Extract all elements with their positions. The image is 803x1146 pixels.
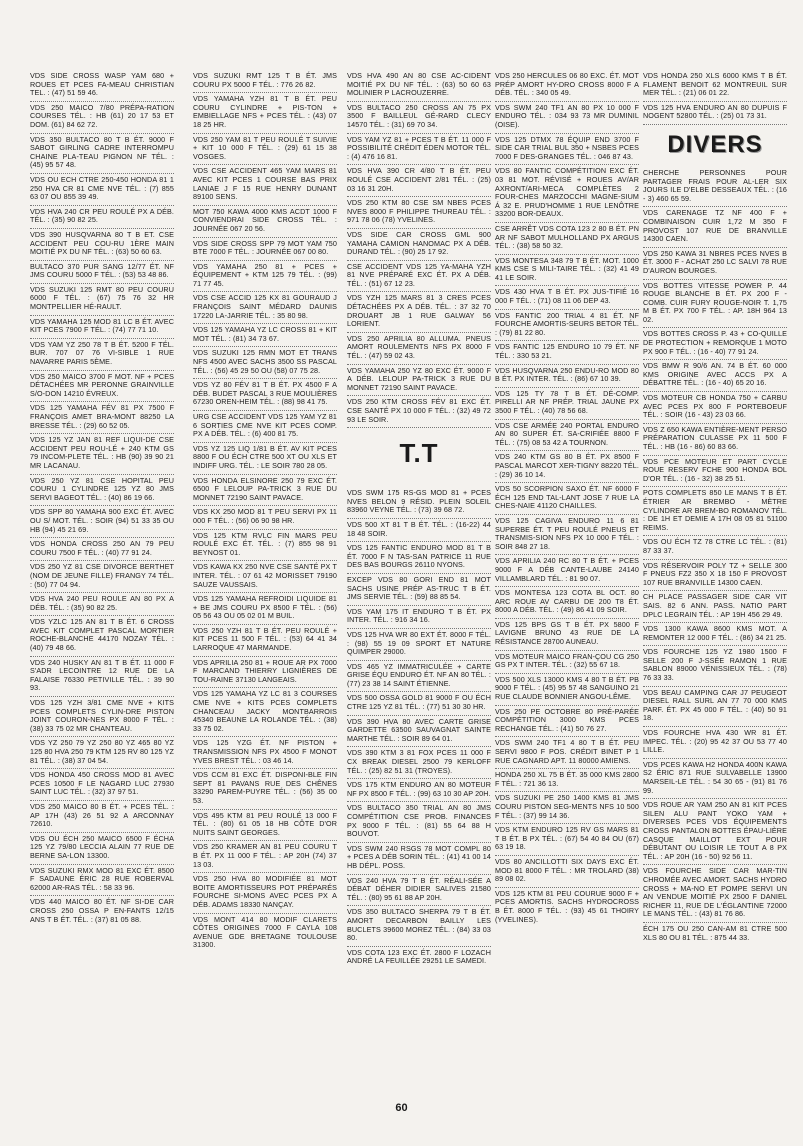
classified-ad: VDS HUSQVARNA 250 ENDU-RO MOD 80 B ÉT. PX INTER. TÉL. : (86) 67 10 39. (495, 365, 639, 388)
classified-ad: VDS 125 CAGIVA ENDURO 11 6 81 SUPERBE ÉT. T PEU ROULÉ PNEUS ET TRANSMIS-SION NFS PX 10 000 F TÉL. : SOIR 848 27 18. (495, 515, 639, 555)
classified-ad: VDS 175 KTM ENDURO AN 80 MOTEUR NF PX 8500 F TÉL. : (99) 63 10 30 AP 20H. (347, 779, 491, 802)
classified-ad: VDS 250 HERCULES 06 80 EXC. ÉT. MOT PRÉP AMORT HY-DRO CROSS 8000 F A DÉB. TÉL. : 340 05 49. (495, 70, 639, 102)
classified-ad: POTS COMPLETS 850 LE MANS T B ÉT. ÉTRIER AR BREMBO - MÈTRE CYLINDRE AR BREM-BO ROMANOV TÉL. : DE 1H ET DEMIE A 17H 08 05 81 51100 REIMS. (643, 487, 787, 536)
classified-ad: VDS SIDE CROSS SPP 79 MOT YAM 750 BTE 7000 F TÉL. : JOURNÉE 067 00 80. (193, 238, 337, 261)
classified-ad: VDS YAMAHA 250 81 + PCES + ÉQUIPEMENT + KTM 125 79 TÉL. : (99) 71 77 45. (193, 261, 337, 293)
classified-ad: VDS PCE MOTEUR ET PART CYCLE ROUE RESERV FCHE 900 HONDA BOL D'OR TÉL. : (16 - 32) 38 25 51. (643, 456, 787, 488)
classified-ad: VDS MONTESA 123 COTA BL OCT. 80 ARC ROUE AV CARBU DE 200 T8 ÉT. 8000 A DÉB. TÉL. : (49) 86 41 09 SOIR. (495, 587, 639, 619)
classified-ad: VDS YAMAHA 125 MOD 81 LC B ÉT. AVEC KIT PCES 7900 F TÉL. : (74) 77 71 10. (30, 316, 174, 339)
classified-ad: VDS BULTACO 250 CROSS AN 75 PX 3500 F BAILLEUL GÉ-RARD CLECY 14570 TÉL. : (31) 69 70 34. (347, 102, 491, 134)
classified-ad: VDS 125 DTMX 78 ÉQUIP END 3700 F SIDE CAR TRIAL BUL 350 + NSBES PCES 7000 F DES-GRANGES TÉL. : 046 87 43. (495, 134, 639, 166)
classified-ad: VDS 125 YZH 3/81 CME NVE + KITS PCES COMPLETS CYLIN-DRE PISTON JOINT COURON-NES PX 8000 F TÉL. : (38) 33 75 02 MR CHANTEAU. (30, 697, 174, 737)
classified-ad: VDS SUZUKI RMT 125 T B ÉT. JMS COURU PX 5000 F TÉL. : 776 26 82. (193, 70, 337, 93)
classified-ad: VDS 250 HVA 80 MODIFIÉE 81 MOT BOITE AMORTISSEURS POT PRÉPARÉS FOURCHE SI-MONS AVEC PCES PX A DÉB. ADAMS 18330 NANÇAY. (193, 873, 337, 913)
classified-ad: VDS KX 250 MOD 81 T PEU SERVI PX 11 000 F TÉL. : (56) 06 90 98 HR. (193, 506, 337, 529)
classified-ad: VDS SUZUKI 125 RMN MOT ET TRANS NFS 4500 AVEC SACHS 3500 SS PASCAL TÉL. : (56) 45 29 50 OU (58) 07 75 28. (193, 347, 337, 379)
classified-ad: VDS 500 XLS 13000 KMS 4 80 T B ÉT. PB 9000 F TÉL. : (45) 95 57 48 SANGUINO 21 RUE CLAUDE BONNIER ANGOU-LÊME. (495, 674, 639, 706)
classified-ad: VDS KAWA KX 250 NVE CSE SANTÉ PX T INTER. TÉL. : 07 61 42 MORISSET 79190 SAUZE VAUSSAIS. (193, 561, 337, 593)
classified-ad: URG CSE ACCIDENT VDS 125 YAM YZ 81 6 SORTIES CME NVE KIT PCES COMP. PX A DÉB. TÉL. : (6) 400 81 75. (193, 411, 337, 443)
classified-ad: VDS OU ÉCH 250 MAICO 6500 F ÉCHA 125 YZ 79/80 LECCIA ALAIN 77 RUE DE BERNE SA-LON 13300. (30, 833, 174, 865)
classified-ad: VDS 250 MAICO 3700 F MOT. NF + PCES DÉTACHÉES MR PERONNE GRAINVILLE S/O-DON 14210 ÉVREUX. (30, 371, 174, 403)
classified-ad: VDS SWM 240 TF1 AN 80 PX 10 000 F ENDURO TÉL. : 034 93 73 MR DUMINIL (OISE). (495, 102, 639, 134)
classified-ad: VDS 125 KTM 81 PEU COURUE 9000 F + PCES AMORTIS. SACHS HYDROCROSS B ÉT. 8000 F TÉL. : (93) 45 61 THOIRY (YVELINES). (495, 888, 639, 924)
classified-ad: VDS YZ 250 79 YZ 250 80 YZ 465 80 YZ 125 80 HVA 250 79 KTM 125 RV 80 125 YZ 81 TÉL. : (38) 37 04 54. (30, 737, 174, 769)
classified-ad: VDS 250 YZ 81 CSE HOPITAL PEU COURU 1 CYLINDRE 125 YZ 80 JMS SERVI BAGEOT TÉL. : (40) 86 19 66. (30, 475, 174, 507)
classified-ad: VDS 240 HVA 79 T B ÉT. RÉALI-SÉE A DÉBAT DÉHER DIDIER SALIVES 21580 TÉL. : (80) 95 61 88 AP 20H. (347, 875, 491, 907)
classified-ad: VDS BMW R 90/6 AN. 74 B ÉT. 60 000 KMS ORIGINE AVEC ACCS PX A DÉBATTRE TÉL. : (16 - 40) 65 20 16. (643, 360, 787, 392)
classified-ad: VDS SUZUKI 125 RMT 80 PEU COURU 6000 F TÉL. : (67) 75 76 32 HR MONTPELLIER HÉ-RAULT. (30, 284, 174, 316)
classified-ad: VDS SPP 80 YAMAHA 900 EXC ÉT. AVEC OU S/ MOT. TÉL. : SOIR (94) 51 33 35 OU HB (94) 45 21 69. (30, 506, 174, 538)
classified-ad: VDS 250 KAWA 31 NBRES PCES NVES B ÉT. 3000 F - ACHAT 250 LC SALVI 78 RUE D'AURON BOURGES. (643, 248, 787, 280)
classified-ad: VDS HVA 240 PEU ROULE AN 80 PX A DÉB. TÉL. : (35) 90 82 25. (30, 593, 174, 616)
classified-ad: VDS 495 KTM 81 PEU ROULÉ 13 000 F TÉL. : (80) 61 05 18 HB CÔTE D'OR NUITS SAINT GEORGES. (193, 810, 337, 842)
column-5 (643, 70, 787, 945)
classified-ad: VDS 500 OSSA GOLD 81 9000 F OU ÉCH CTRE 125 YZ 81 TÉL. : (77) 51 30 30 HR. (347, 692, 491, 715)
classified-ad: VDS 500 XT 81 T B ÉT. TÉL. : (16-22) 44 18 48 SOIR. (347, 519, 491, 542)
classified-ad: VDS CSE ARMÉE 240 PORTAL ENDURO AN 80 SUPER ÉT. SA-CRIFIÉE 8800 F TÉL. : (75) 08 53 42 A TOURNON. (495, 420, 639, 452)
classified-ad: VDS HVA 240 CR PEU ROULÉ PX A DÉB. TÉL. : (35) 90 82 25. (30, 206, 174, 229)
classified-ad: VDS 390 HVA 80 AVEC CARTE GRISE GARDETTE 63500 SAUVAGNAT SAINTE MARTHE TÉL. : SOIR 89 64 01. (347, 716, 491, 748)
classified-ad: VDS RÉSERVOIR POLY TZ + SELLE 300 F PNEUS FZ2 350 X 18 150 F PROVOST 107 RUE BRANVILLE 14300 CAEN. (643, 560, 787, 592)
classified-ad: CHERCHE PERSONNES POUR PARTAGER FRAIS POUR AL-LER SIX JOURS ILE D'ELBE DESSEAUX TÉL. : (16 - 3) 460 65 59. (643, 167, 787, 207)
classified-ad: VDS 80 ANCILLOTTI SIX DAYS EXC ÉT. MOD 81 8000 F TÉL. : MR TROLARD (38) 89 08 02. (495, 856, 639, 888)
classified-ad: VDS 125 YAMAHA FÉV 81 PX 7500 F FRANÇOIS AMET BRA-MONT 88250 LA BRESSE TÉL. : (29) 60 52 05. (30, 402, 174, 434)
classified-ad: VDS 465 YZ IMMATRICULÉE + CARTE GRISE ÉQU ENDURO ÉT. NF AN 80 TÉL. : (77) 23 38 14 SAINT ÉTIENNE. (347, 661, 491, 693)
classified-ad: VDS CSE ACCID 125 KX 81 GOURAUD J FRANÇOIS SAINT MÉDARD DAUNIS 17220 LA-JARRIE TÉL. : 35 80 98. (193, 292, 337, 324)
classified-ad: VDS YZH 125 MARS 81 3 CRES PCES DÉTACHÉES PX A DÉB. TÉL. : 37 32 70 DROUART JB 1 RUE GALWAY 56 LORIENT. (347, 292, 491, 332)
classified-ad: VDS ROUE AR YAM 250 AN 81 KIT PCES SILEN ALU PANT YOKO YAM + DIVERSES PCES VDS ÉQUIPEMENTS CROSS PANTALON BOTTES ÉPAU-LIÈRE CASQUE MAILLOT EXT POUR DÉBUTANT OU LOISIR LE TOUT A 8 PX TÉL. : AP 20H (16 - 50) 92 56 11. (643, 799, 787, 865)
page-number: 60 (395, 1102, 408, 1114)
classified-ad: VDS FANTIC 200 TRIAL 4 81 ÉT. NF FOURCHE AMORTIS-SEURS BETOR TÉL. : (79) 81 22 80. (495, 310, 639, 342)
classified-ad: VDS YZ 125 LIQ 1/81 B ÉT. AV KIT PCES 8800 F OU ÉCH CTRE 500 XT OU XLS ET INDIFF URG. TÉL. : LE SOIR 780 28 05. (193, 443, 337, 475)
classified-ad: VDS SUZUKI RMX MOD 81 EXC ÉT. 8500 F SADAUNE ÉRIC 28 RUE ROBERVAL 62000 AR-RAS TÉL. : 58 33 96. (30, 865, 174, 897)
classified-ad: VDS FOURCHE SIDE CAR MAR-TIN CHROMÉE AVEC AMORT. SACHS HYDRO CROSS + MA-NO ET POMPE SERVI UN AN VENDUE MOITIÉ PX 2500 F DANIEL RICHER 11, RUE DE L'ÉGLANTINE 72000 LE MANS TÉL. : (43) 81 76 86. (643, 865, 787, 923)
classified-ad: VDS MONTESA 348 79 T B ÉT. MOT. 1000 KMS CSE S MILI-TAIRE TÉL. : (32) 41 49 41 LE SOIR. (495, 255, 639, 287)
classified-ad: VDS 240 HUSKY AN 81 T B ÉT. 11 000 F S'ADR LECOINTRE 12 RUE DE LA FALAISE 76330 PETIVILLE TÉL. : 39 90 93. (30, 657, 174, 697)
classified-ad: VDS CARENAGE TZ NF 400 F + COMBINAISON CUIR 1,72 M 350 F PROVOST 107 RUE DE BRANVILLE 14300 CAEN. (643, 207, 787, 247)
classified-ad: VDS MOTEUR CB HONDA 750 + CARBU AVEC PCES PX 800 F PORTEBOEUF TÉL. : SOIR (16 - 43) 23 03 66. (643, 392, 787, 424)
classified-ad: VDS 125 TY 78 T B ÉT. DÉ-COMP. PIRELLI AR NF PRÉP. TRIAL JAUNE PX 3500 F TÉL. : (40) 78 56 68. (495, 388, 639, 420)
classified-ad: VDS 125 BPS GS T B ÉT. PX 5800 F LAVIGNE BRUNO 43 RUE DE LA RÉSISTANCE 28700 AUNEAU. (495, 619, 639, 651)
classified-ad: VDS 50 SCORPION SAXO ÉT. NF 6000 F ÉCH 125 END TAL-LANT JOSE 7 RUE LA CHES-NAIE 41120 CHAILLES. (495, 483, 639, 515)
classified-ad: VDS YAMAHA YZH 81 T B ÉT. PEU COURU CYLINDRE + PIS-TON + EMBIELLAGE NFS + PCES TÉL. : (43) 07 18 25 HR. (193, 93, 337, 133)
classified-ad: VDS FANTIC 125 ENDURO 10 79 ÉT. NF TÉL. : 330 53 21. (495, 341, 639, 364)
classified-ad: VDS HONDA ELSINORE 250 79 EXC ÉT. 6500 F LELOUP PA-TRICK 3 RUE DU MONNET 72190 SAINT PAVACE. (193, 475, 337, 507)
classified-ad: VDS YZLC 125 AN 81 T B ÉT. 6 CROSS AVEC KIT COMPLET PASCAL MORTIER ROCHE-BLANCHE 44170 NOZAY TÉL. : (40) 79 48 66. (30, 616, 174, 656)
column-4 (495, 70, 639, 927)
classified-ad: VDS 125 HVA WR 80 EXT ÉT. 8000 F TÉL. : (98) 55 19 09 SPORT ET NATURE QUIMPER 29000. (347, 629, 491, 661)
classified-ad: VDS YAM YZ 250 78 T B ÉT. 5200 F TÉL. BUR. 707 07 76 VI-SIBLE 1 RUE NAVARRE PARIS 5ÈME. (30, 339, 174, 371)
classified-ad: VDS 350 BULTACO 80 T B ÉT. 9000 F SABOT GIRLING CADRE INTERROMPU CHAINE PLA-TEAU PIGNON NF TÉL. : (45) 95 57 48. (30, 134, 174, 174)
classified-ad: VDS COTA 123 EXC ÉT. 2800 F LOZACH ANDRÉ LA FEUILLÉE 29251 LE SAMEDI. (347, 947, 491, 966)
classified-ad: VDS SWM 240 RSGS 78 MOT COMPL 80 + PCES A DÉB SORIN TÉL. : (41) 41 00 14 HB DÉPL. POSS. (347, 843, 491, 875)
classified-ad: BULTACO 370 PUR SANG 12/77 ÉT. NF JMS COURU 5000 F TÉL. : (53) 53 48 86. (30, 261, 174, 284)
classified-ad: VDS 390 HUSQVARNA 80 T B ET. CSE ACCIDENT PEU COU-RU 1ÈRE MAIN MOITIÉ PX DU NF TÉL. : (63) 50 60 63. (30, 229, 174, 261)
classified-ad: VDS BOTTES VITESSE POWER P. 44 ROUGE BLANCHE B ÉT. PX 200 F - COMB. CUIR FURY ROUGE-NOIR T. 1,75 M B ÉT. PX 700 F TÉL. : AP. 18H 964 13 02. (643, 280, 787, 329)
classified-ad: VDS YAM 175 IT ENDURO T B ÉT. PX INTER. TÉL. : 916 34 16. (347, 606, 491, 629)
classified-ad: VDS MONT 414 80 MODIF CLARETS CÔTES ORIGINES 7000 F CAYLA 108 AVENUE GDE BRETAGNE TOULOUSE 31300. (193, 914, 337, 950)
classified-ad: VDS OU ÉCH TZ 78 CTRE LC TÉL. : (81) 87 33 37. (643, 536, 787, 559)
section-title-divers: DIVERS (667, 130, 763, 158)
classified-ad: VDS SUZUKI PE 250 1400 KMS 81 JMS COURU PISTON SEG-MENTS NFS 10 500 F TÉL. : (37) 99 14 36. (495, 792, 639, 824)
classified-ad: VDS 125 FANTIC ENDURO MOD 81 T B ÉT. 7000 F N TAS-SAN PATRICE 11 RUE DES BAS BOURGS 26110 NYONS. (347, 542, 491, 574)
classified-ad: VDS 240 KTM GS 80 B ÉT. PX 8500 F PASCAL MARCOT XER-TIGNY 88220 TÉL. : (29) 36 10 14. (495, 451, 639, 483)
classified-ad: VDS YAM YZ 81 + PCES T B ÉT. 11 000 F POSSIBILITÉ CRÉDIT ÉDEN MOTOR TÉL. : (4) 476 16 81. (347, 134, 491, 166)
classified-ad: VDS 125 YAMAHA YZ LC 81 3 COURSES CME NVE + KITS PCES COMPLETS CHANCEAU JACKY MONTBARROIS 45340 BEAUNE LA ROLANDE TÉL. : (38) 33 75 02. (193, 688, 337, 737)
classified-ad: VDS 250 KRAMER AN 81 PEU COURU T B ÉT. PX 11 000 F TÉL. : AP 20H (74) 37 13 03. (193, 841, 337, 873)
section-title-tt: T.T (399, 438, 439, 469)
classified-ad: VDS 440 MAICO 80 ÉT. NF SI-DE CAR CROSS 250 OSSA P EN-FANTS 12/15 ANS T B ÉT. TÉL. : (37) 81 05 88. (30, 897, 174, 924)
classified-ad: ÉCH 175 OU 250 CAN-AM 81 CTRE 500 XLS 80 OU 81 TÉL. : 875 44 33. (643, 923, 787, 942)
classified-ad: CSE ACCIDENT VDS 125 YA-MAHA YZH 81 NVE PRÉPARÉ EXC ÉT. PX A DÉB. TÉL. : (51) 67 12 23. (347, 261, 491, 293)
classified-ad: VDS OU ECH CTRE 250-450 HONDA 81 1 250 HVA CR 81 CME NVE TÉL. : (7) 855 63 07 OU 855 39 49. (30, 174, 174, 206)
classified-ad: VDS MOTEUR MAICO FRAN-ÇOU CG 250 GS PX T INTER. TÉL. : (32) 55 67 18. (495, 651, 639, 674)
classified-ad: VDS 80 FANTIC COMPÉTITION EXC ÉT. 03 81 MOT. RÉVISÉ + ROUES AV/AR AXRONT/ARI-MECA COMPLÈTES 2 FOUR-CHES MARZOCCHI MAGNE-SIUM Á 32 E. PRUD'HOMME 1 RUE LENÔTRE 33200 BOR-DEAUX. (495, 165, 639, 223)
classified-ad: EXCEP VDS 80 GORI END 81 MOT SACHS USINE PRÉP AS-TRUC T B ÉT. JMS SERVIE TÉL. : (59) 88 85 54. (347, 574, 491, 606)
classified-ad: VDS 390 KTM 3 81 FOX PCES 11 000 F CX BREAK DIESEL 2500 79 KERLOFF TÉL. : (25) 82 51 31 (TROYES). (347, 747, 491, 779)
classified-ad: VDS 250 KTM 80 CSE SM NBES PCES NVES 8000 F PHILIPPE THUREAU TÉL. : 971 78 06 (78) YVELINES. (347, 197, 491, 229)
classified-ad: VDS 250 PE OCTOBRE 80 PRÉ-PARÉE COMPÉTITION 3000 KMS PCES RECHANGE TÉL. : (41) 50 76 27. (495, 706, 639, 738)
classified-ad: VDS HVA 390 CR 4/80 T B ÉT. PEU ROULÉ CSE ACCIDENT 2/81 TÉL. : (25) 03 16 31 20H. (347, 165, 491, 197)
classified-ad: VDS 250 MAICO 7/80 PRÉPA-RATION COURSES TÉL. : HB (61) 20 17 53 ET DOM. (61) 84 62 72. (30, 102, 174, 134)
classified-ad: VDS 350 BULTACO SHERPA 79 T B ÉT. AMORT DECARBON BAILLY LES BUCLETS 39600 MOREZ TÉL. : (84) 33 03 80. (347, 906, 491, 946)
classified-ad: VDS 430 HVA T B ÉT. PX JUS-TIFIÉ 16 000 F TÉL. : (71) 08 11 06 DEP 43. (495, 286, 639, 309)
column-3 (347, 70, 491, 969)
classified-ad: VDS SIDE CROSS WASP YAM 680 + ROUES ET PCES FA-MEAU CHRISTIAN TEL. : (47) 51 59 46. (30, 70, 174, 102)
classified-ad: VDS SWM 240 TF1 4 80 T B ÉT. PEU SERVI 9800 F POS. CRÉDIT BINET P 1 RUE CAGNARD APT. 11 80000 AMIENS. (495, 737, 639, 769)
classified-ad: VDS YAMAHA 250 YZ 80 EXC ÉT. 9000 F A DÉB. LELOUP PA-TRICK 3 RUE DU MONNET 72190 SAINT PAVACE. (347, 365, 491, 397)
classified-ad: VDS HVA 490 AN 80 CSE AC-CIDENT MOITIÉ PX DU NF TÉL. : (63) 50 60 63 MOLINIER P LACROUZERRE. (347, 70, 491, 102)
classified-ad: VDS SWM 175 RS-GS MOD 81 + PCES NVES BELON 9 RÉSID. PLEIN SOLEIL 83960 VEYNE TÉL. : (73) 39 68 72. (347, 487, 491, 519)
classified-ad: CSE ARRÊT VDS COTA 123 2 80 B ÉT. PN AR NF SABOT MULHOLLAND PX ARGUS TÉL. : (38) 58 50 32. (495, 223, 639, 255)
classified-ad: VDS 125 KTM RVLC FIN MARS PEU ROULÉ EXC ÉT. TÉL. : (7) 855 98 91 BEYNOST 01. (193, 530, 337, 562)
classified-ad: HONDA 250 XL 75 B ÉT. 35 000 KMS 2800 F TÉL. : 721 36 13. (495, 769, 639, 792)
classified-ad: VDS YZ 80 FÉV 81 T B ÉT. PX 4500 F A DÉB. BUDET PASCAL 3 RUE MOULIÈRES 67230 OREN-HEIM TÉL. : (88) 98 41 75. (193, 379, 337, 411)
classified-ad: CH PLACE PASSAGER SIDE CAR VIT SAIS. 82 6 ANN. PASS. NATIO PART DPLC LEGRAIN TÉL. : AP 19H 456 29 49. (643, 591, 787, 623)
classified-ad: VDS 125 YZ JAN 81 REF LIQUI-DE CSE ACCIDENT PEU ROU-LÉ + 240 KTM GS 79 INCOM-PLETE TÉL. : HB (90) 39 90 21 MR LACANAU. (30, 434, 174, 474)
classified-ad: VDS SIDE CAR CROSS GML 900 YAMAHA CAMION HANOMAC PX A DÉB. DURAND TÉL. : (90) 25 17 92. (347, 229, 491, 261)
column-2 (193, 70, 337, 953)
classified-ad: VDS BULTACO 350 TRIAL AN 80 JMS COMPÉTITION CSE PROB. FINANCES PX 9000 F TÉL. : (81) 55 64 88 H BOUVOT. (347, 802, 491, 842)
classified-ad: VDS 125 YAMAHA REFROIDI LIQUIDE 81 + BE JMS COURU PX 8500 F TÉL. : (56) 05 56 43 OU 05 02 01 M BUIL. (193, 593, 337, 625)
classified-ad: VDS Z 650 KAWA ENTIÈRE-MENT PERSO PRÉPARATION CULASSE PX 11 500 F TÉL. : HB (16 - 86) 60 83 66. (643, 424, 787, 456)
classified-ad: VDS KTM ENDURO 125 RV GS MARS 81 T B ÉT. B PX TÉL. : (67) 54 40 84 OU (67) 63 19 18. (495, 824, 639, 856)
classified-ad: VDS APRILIA 240 RC 80 T B ÉT. + PCES 9000 F A DÉB CANTE-LAUBE 24140 VILLAMBLARD TÉL. : 81 90 07. (495, 555, 639, 587)
classified-ad: VDS CSE ACCIDENT 465 YAM MARS 81 AVEC KIT PCES 1 COURSE BAS PRIX LANIAE J F 15 RUE HENRY DUNANT 89100 SENS. (193, 165, 337, 205)
classified-ad: MOT 750 KAWA 4000 KMS ACDT 1000 F CONVIENDRAI SIDE CROSS TÉL. : JOURNÉE 067 20 56. (193, 206, 337, 238)
classified-ad: VDS 125 HVA ENDURO AN 80 DUPUIS F NOGENT 52800 TÉL. : (25) 01 73 31. (643, 102, 787, 125)
classified-ad: VDS BEAU CAMPING CAR J7 PEUGEOT DIESEL RALL SURL AN 77 70 000 KMS PARF. ÉT. PX 45 000 F TÉL. : (40) 50 91 18. (643, 687, 787, 727)
classified-ad: VDS BOTTES CROSS P. 43 + CO-QUILLE DE PROTECTION + REMORQUE 1 MOTO PX 900 F TÉL. : (16 - 40) 77 91 24. (643, 328, 787, 360)
classified-ad: VDS 250 MAICO 80 B ÉT. + PCES TÉL. : AP 17H (43) 26 51 92 A ARCONNAY 72610. (30, 801, 174, 833)
classified-ad: VDS FOURCHE HVA 430 WR 81 ÉT. IMPEC. TÉL. : (20) 95 42 37 OU 53 77 40 LILLE. (643, 727, 787, 759)
classified-ad: VDS 250 KTM CROSS FÉV 81 EXC ÉT. CSE SANTÉ PX 10 000 F TÉL. : (32) 49 72 93 LE SOIR. (347, 396, 491, 428)
column-1 (30, 70, 174, 927)
classified-ad: VDS PCES KAWA H2 HONDA 400N KAWA S2 ÉRIC 871 RUE SULVABELLE 13900 MARSEIL-LE TÉL. : 54 30 65 - (91) 81 76 99. (643, 759, 787, 799)
classified-ad: VDS 250 APRILIA 80 ALLUMA. PNEUS AMORT ROULEMENTS NFS PX 8000 F TÉL. : (47) 59 02 43. (347, 333, 491, 365)
classified-ad: VDS 125 YZG ÉT. NF PISTON + TRANSMISSION NFS PX 4500 F MONOT YVES BREST TÉL. : 03 46 14. (193, 737, 337, 769)
classified-ad: VDS 250 YZH 81 T B ÉT. PEU ROULÉ + KIT PCES 11 500 F TÉL. : (53) 64 41 34 LARROQUE 47 MARMANDE. (193, 625, 337, 657)
classified-ad: VDS 250 YZ 81 CSE DIVORCE BERTHET (NOM DE JEUNE FILLE) FRANGY 74 TÉL. : (50) 77 04 94. (30, 561, 174, 593)
classified-ad: VDS 125 YAMAHA YZ LC CROSS 81 + KIT MOT TÉL. : (81) 34 73 67. (193, 324, 337, 347)
classified-ad: VDS CCM 81 EXC ÉT. DISPONI-BLE FIN SEPT 81 PAVANS RUE DES CHÊNES 33290 PAREM-PUYRE TÉL. : (56) 35 00 53. (193, 769, 337, 809)
classified-ad: VDS 250 YAM 81 T PEU ROULÉ T SUIVIE + KIT 10 000 F TÉL. : (29) 61 15 38 VOSGES. (193, 134, 337, 166)
classified-ad: VDS HONDA 250 XLS 6000 KMS T B ÉT. FLAMENT BENOIT 62 MONTREUIL SUR MER TÉL. : (21) 06 01 22. (643, 70, 787, 102)
classified-ad: VDS APRILIA 250 81 + ROUE AR PX 7000 F MARCAND THIERRY LIGNIÈRES DE TOU-RAINE 37130 LANGEAIS. (193, 657, 337, 689)
classified-ad: VDS HONDA 450 CROSS MOD 81 AVEC PCES 10500 F LE NAGARD LUC 27930 SAINT LUC TÉL. : (32) 37 97 51. (30, 769, 174, 801)
classified-ad: VDS HONDA CROSS 250 AN 79 PEU COURU 7500 F TÉL. : (40) 77 91 24. (30, 538, 174, 561)
classified-ad: VDS 1300 KAWA 8600 KMS MOT. A REMONTER 12 000 F TÉL. : (86) 34 21 25. (643, 623, 787, 646)
classified-ad: VDS FOURCHE 125 YZ 1980 1500 F SELLE 200 F J-SSÉE RAMON 1 RUE SABLON 89000 VÉNISSIEUX TÉL. : (78) 76 33 33. (643, 646, 787, 686)
